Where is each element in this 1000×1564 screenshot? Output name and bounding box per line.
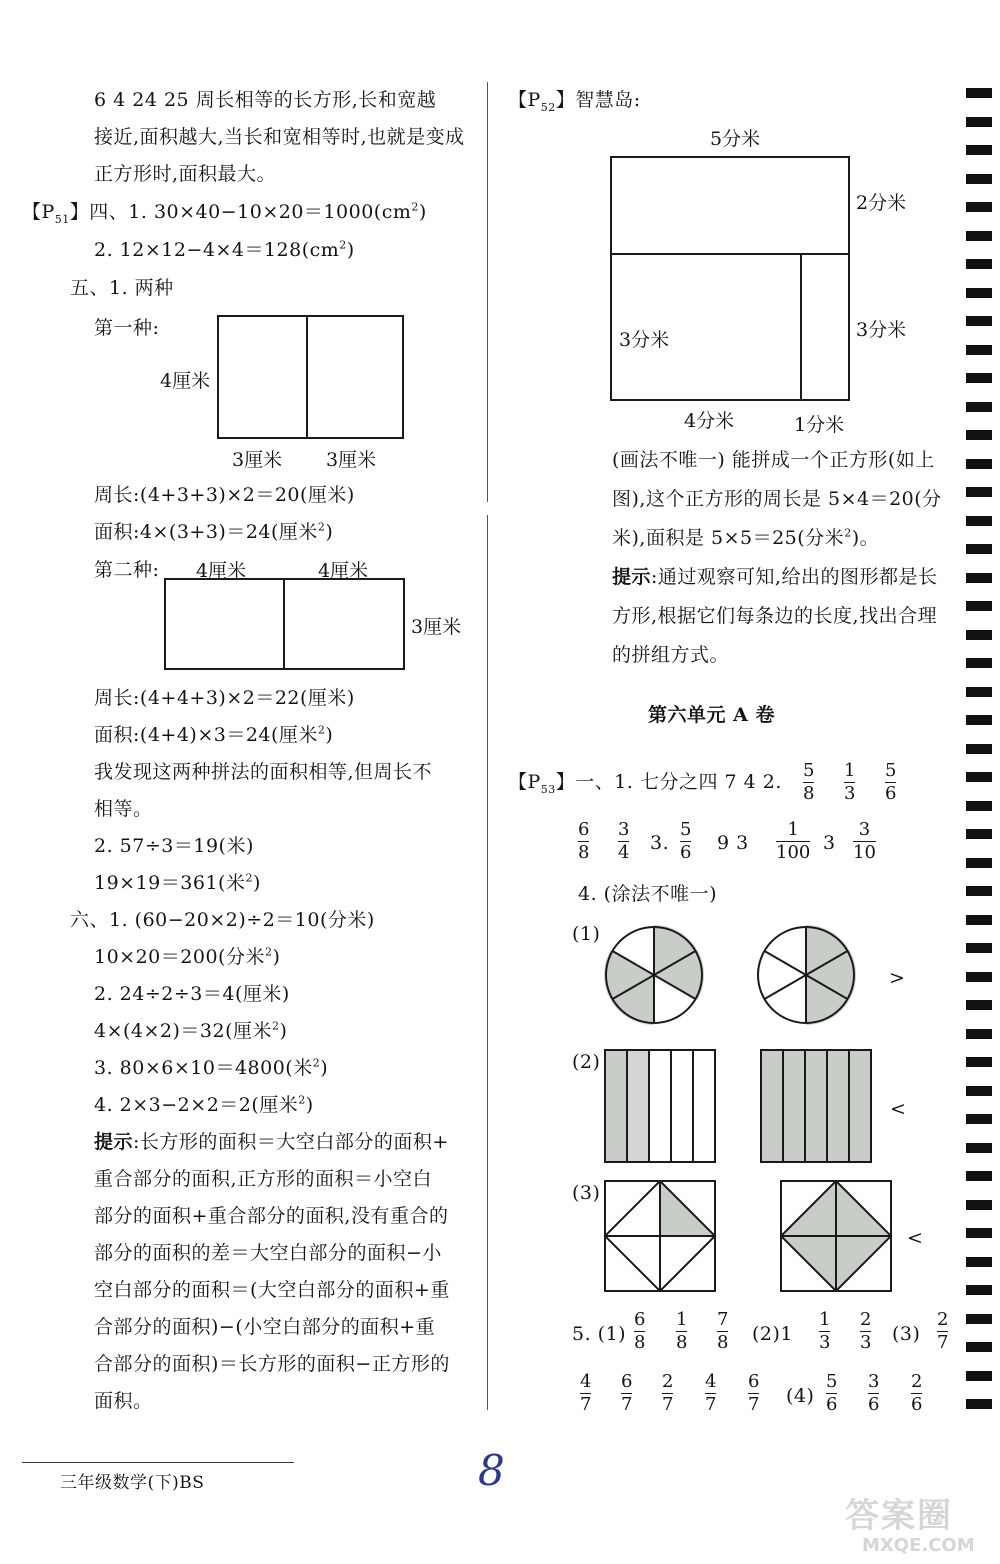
page-tag-number: 53: [540, 782, 556, 796]
hint-line: [612, 565, 937, 589]
exponent: 2: [844, 526, 852, 540]
text-line: 六、1. (60−20×2)÷2＝10(分米): [70, 909, 375, 931]
formula: 4. 2×3−2×2＝2(厘米: [94, 1094, 299, 1116]
paren: ): [418, 201, 427, 223]
text-line: 第一种:: [94, 317, 160, 339]
fraction: 7 8: [717, 1309, 729, 1353]
hint-label: 提示: [94, 1131, 134, 1153]
rectangle-figure-1: [217, 315, 404, 439]
text-line: 合部分的面积)−(小空白部分的面积+重: [94, 1316, 436, 1338]
label-width: 3厘米: [326, 449, 377, 471]
formula-line: [94, 945, 280, 969]
diamond-figure: [780, 1180, 892, 1292]
formula-line: [94, 520, 333, 544]
hint-line: [94, 1130, 449, 1154]
formula: 3. 80×6×10＝4800(米: [94, 1057, 313, 1079]
page-tag-rest: 】智慧岛:: [555, 89, 641, 111]
formula: 4×(4×2)＝32(厘米: [94, 1020, 273, 1042]
exponent: 2: [272, 1019, 280, 1033]
text-line: (画法不唯一) 能拼成一个正方形(如上: [612, 449, 935, 471]
paren: ): [320, 1057, 329, 1079]
text-line: 合部分的面积)＝长方形的面积−正方形的: [94, 1353, 450, 1375]
label-width: 3厘米: [232, 449, 283, 471]
edge-marker: [966, 1057, 992, 1067]
part-label: (2): [572, 1051, 601, 1073]
formula-line: [94, 1019, 287, 1043]
edge-marker: [966, 658, 992, 668]
fraction: 1 3: [844, 760, 856, 804]
edge-marker: [966, 573, 992, 583]
label-left: 3分米: [619, 329, 670, 351]
question-number: 5. (1): [572, 1323, 627, 1345]
fraction: 3 4: [618, 819, 630, 863]
edge-marker: [966, 1171, 992, 1181]
page-number: 8: [478, 1446, 505, 1495]
formula: 10×20＝200(分米: [94, 946, 265, 968]
formula: 面积:(4+4)×3＝24(厘米: [94, 724, 318, 746]
watermark-logo: 答案圈: [845, 1496, 953, 1536]
fraction: 2 6: [911, 1371, 923, 1415]
question-number: (3): [892, 1323, 921, 1345]
strip-figure: [760, 1049, 872, 1165]
hint-label: 提示: [612, 566, 652, 588]
divider-line: [283, 578, 285, 670]
edge-marker: [966, 943, 992, 953]
fraction: 1 8: [676, 1309, 688, 1353]
label-height: 3厘米: [411, 616, 462, 638]
edge-marker: [966, 288, 992, 298]
comparison-sign: >: [889, 967, 906, 989]
fraction: 3 6: [868, 1371, 880, 1415]
edge-marker: [966, 544, 992, 554]
edge-marker: [966, 231, 992, 241]
page-tag-number: 51: [54, 212, 70, 226]
text-line: 的拼组方式。: [612, 644, 730, 666]
edge-marker: [966, 801, 992, 811]
comparison-sign: <: [890, 1098, 907, 1120]
edge-marker: [966, 345, 992, 355]
fraction: 2 7: [662, 1371, 674, 1415]
edge-marker: [966, 1143, 992, 1153]
fraction: 6 7: [621, 1371, 633, 1415]
formula-line: [94, 1093, 314, 1117]
label-right: 2分米: [856, 192, 907, 214]
text-line: 方形,根据它们每条边的长度,找出合理: [612, 605, 938, 627]
page-tag-number: 52: [540, 100, 556, 114]
text-line: 4. (涂法不唯一): [578, 883, 717, 905]
label-bottom: 1分米: [794, 414, 845, 436]
edge-marker: [966, 1000, 992, 1010]
fraction: 6 8: [578, 819, 590, 863]
paren: ): [346, 239, 355, 261]
edge-marker: [966, 402, 992, 412]
question-number: (2)1: [752, 1323, 794, 1345]
fraction: 5 6: [680, 819, 692, 863]
circle-figure: [604, 920, 704, 1030]
exponent: 2: [411, 200, 419, 214]
edge-marker: [966, 88, 992, 98]
edge-marker: [966, 715, 992, 725]
text-line: 面积。: [94, 1390, 153, 1412]
text-line: 周长:(4+3+3)×2＝20(厘米): [94, 484, 355, 506]
edge-marker: [966, 744, 992, 754]
page-tag: 【P: [508, 771, 541, 793]
fraction: 6 8: [634, 1309, 646, 1353]
label-bottom: 4分米: [684, 410, 735, 432]
fraction: 1 100: [776, 819, 811, 863]
paren: ): [325, 521, 334, 543]
edge-marker: [966, 1314, 992, 1324]
divider-line: [800, 253, 802, 401]
fraction: 4 7: [580, 1371, 592, 1415]
text-line: 2. 57÷3＝19(米): [94, 835, 254, 857]
exponent: 2: [339, 238, 347, 252]
fraction: 5 6: [885, 760, 897, 804]
paren: ): [279, 1020, 288, 1042]
section-title: 第六单元 A 卷: [648, 704, 775, 726]
column-divider: [487, 82, 488, 502]
edge-marker: [966, 145, 992, 155]
edge-marker: [966, 1285, 992, 1295]
strip-figure: [604, 1049, 716, 1165]
edge-marker: [966, 487, 992, 497]
edge-marker: [966, 516, 992, 526]
answer-header-p53: [508, 770, 782, 794]
paren: ): [305, 1094, 314, 1116]
text-line: 五、1. 两种: [70, 277, 174, 299]
edge-marker: [966, 1342, 992, 1352]
column-divider: [487, 515, 488, 1410]
edge-marker: [966, 430, 992, 440]
edge-marker: [966, 174, 992, 184]
edge-marker: [966, 1257, 992, 1267]
label-width: 4厘米: [196, 560, 247, 582]
formula: 米),面积是 5×5＝25(分米: [612, 527, 845, 549]
fraction: 2 7: [937, 1309, 949, 1353]
edge-marker: [966, 972, 992, 982]
label-top: 5分米: [710, 128, 761, 150]
part-label: (3): [572, 1182, 601, 1204]
fraction: 5 8: [803, 760, 815, 804]
text-line: 我发现这两种拼法的面积相等,但周长不: [94, 761, 433, 783]
edge-marker: [966, 1086, 992, 1096]
paren: ): [252, 872, 261, 894]
edge-marker: [966, 259, 992, 269]
edge-marker: [966, 630, 992, 640]
answers: 3: [823, 832, 836, 854]
fraction: 2 3: [860, 1309, 872, 1353]
question-number: (4): [786, 1385, 815, 1407]
edge-marker: [966, 373, 992, 383]
square-figure: [610, 156, 850, 401]
text-line: 部分的面积+重合部分的面积,没有重合的: [94, 1205, 449, 1227]
edge-marker: [966, 459, 992, 469]
hint-text: :长方形的面积＝大空白部分的面积+: [133, 1131, 449, 1153]
edge-marker: [966, 601, 992, 611]
text-line: 2. 24÷2÷3＝4(厘米): [94, 983, 290, 1005]
formula-end: )。: [851, 527, 880, 549]
exponent: 2: [298, 1093, 306, 1107]
answer-header-p51: [22, 200, 427, 224]
exponent: 2: [245, 871, 253, 885]
exponent: 2: [317, 520, 326, 534]
edge-marker: [966, 858, 992, 868]
label-right: 3分米: [856, 319, 907, 341]
edge-marker: [966, 772, 992, 782]
edge-marker: [966, 687, 992, 697]
edge-marker: [966, 1371, 992, 1381]
text-line: 空白部分的面积＝(大空白部分的面积+重: [94, 1279, 450, 1301]
fraction: 3 10: [853, 819, 876, 863]
divider-line: [610, 253, 850, 255]
divider-line: [306, 315, 308, 439]
edge-marker: [966, 117, 992, 127]
formula-line: [94, 723, 333, 747]
text-line: 部分的面积的差＝大空白部分的面积−小: [94, 1242, 442, 1264]
formula: 】四、1. 30×40−10×20＝1000(cm: [69, 201, 412, 223]
edge-marker: [966, 1399, 992, 1409]
formula: 面积:4×(3+3)＝24(厘米: [94, 521, 318, 543]
diamond-figure: [604, 1180, 716, 1292]
edge-marker: [966, 316, 992, 326]
circle-figure: [756, 920, 856, 1030]
text-line: 周长:(4+4+3)×2＝22(厘米): [94, 687, 355, 709]
exponent: 2: [317, 723, 326, 737]
edge-marker: [966, 1029, 992, 1039]
comparison-sign: <: [907, 1227, 924, 1249]
text-line: 第二种:: [94, 559, 160, 581]
edge-marker: [966, 829, 992, 839]
formula: 19×19＝361(米: [94, 872, 246, 894]
label-width: 4厘米: [318, 560, 369, 582]
answers: 9 3: [717, 832, 749, 854]
formula-line: [94, 1056, 328, 1080]
formula-line: [612, 526, 879, 550]
part-label: (1): [572, 923, 601, 945]
edge-marker: [966, 202, 992, 212]
page-tag: 【P: [508, 89, 541, 111]
text-line: 6 4 24 25 周长相等的长方形,长和宽越: [94, 89, 437, 111]
edge-marker: [966, 1200, 992, 1210]
exponent: 2: [264, 945, 273, 959]
paren: ): [272, 946, 281, 968]
label-height: 4厘米: [160, 370, 211, 392]
text-line: 正方形时,面积最大。: [94, 163, 277, 185]
exponent: 2: [312, 1056, 321, 1070]
answers: 】一、1. 七分之四 7 4 2.: [555, 771, 782, 793]
formula-line: [94, 871, 261, 895]
footer-rule: [22, 1462, 294, 1463]
text-line: 重合部分的面积,正方形的面积＝小空白: [94, 1168, 433, 1190]
fraction: 6 7: [748, 1371, 760, 1415]
formula-line: [94, 238, 355, 262]
page-tag: 【P: [22, 201, 55, 223]
answer-header-p52: [508, 88, 641, 112]
text-line: 相等。: [94, 798, 153, 820]
watermark-url: MXQE.COM: [862, 1535, 975, 1556]
fraction: 5 6: [826, 1371, 838, 1415]
fraction: 1 3: [819, 1309, 831, 1353]
text-line: 接近,面积越大,当长和宽相等时,也就是变成: [94, 126, 465, 148]
paren: ): [325, 724, 334, 746]
edge-marker: [966, 886, 992, 896]
edge-marker: [966, 915, 992, 925]
fraction: 4 7: [705, 1371, 717, 1415]
text-line: 图),这个正方形的周长是 5×4＝20(分: [612, 488, 942, 510]
footer-book-title: 三年级数学(下)BS: [60, 1473, 205, 1493]
question-number: 3.: [650, 832, 670, 854]
edge-marker: [966, 1114, 992, 1124]
formula: 2. 12×12−4×4＝128(cm: [94, 239, 340, 261]
hint-text: :通过观察可知,给出的图形都是长: [651, 566, 938, 588]
edge-marker: [966, 1228, 992, 1238]
